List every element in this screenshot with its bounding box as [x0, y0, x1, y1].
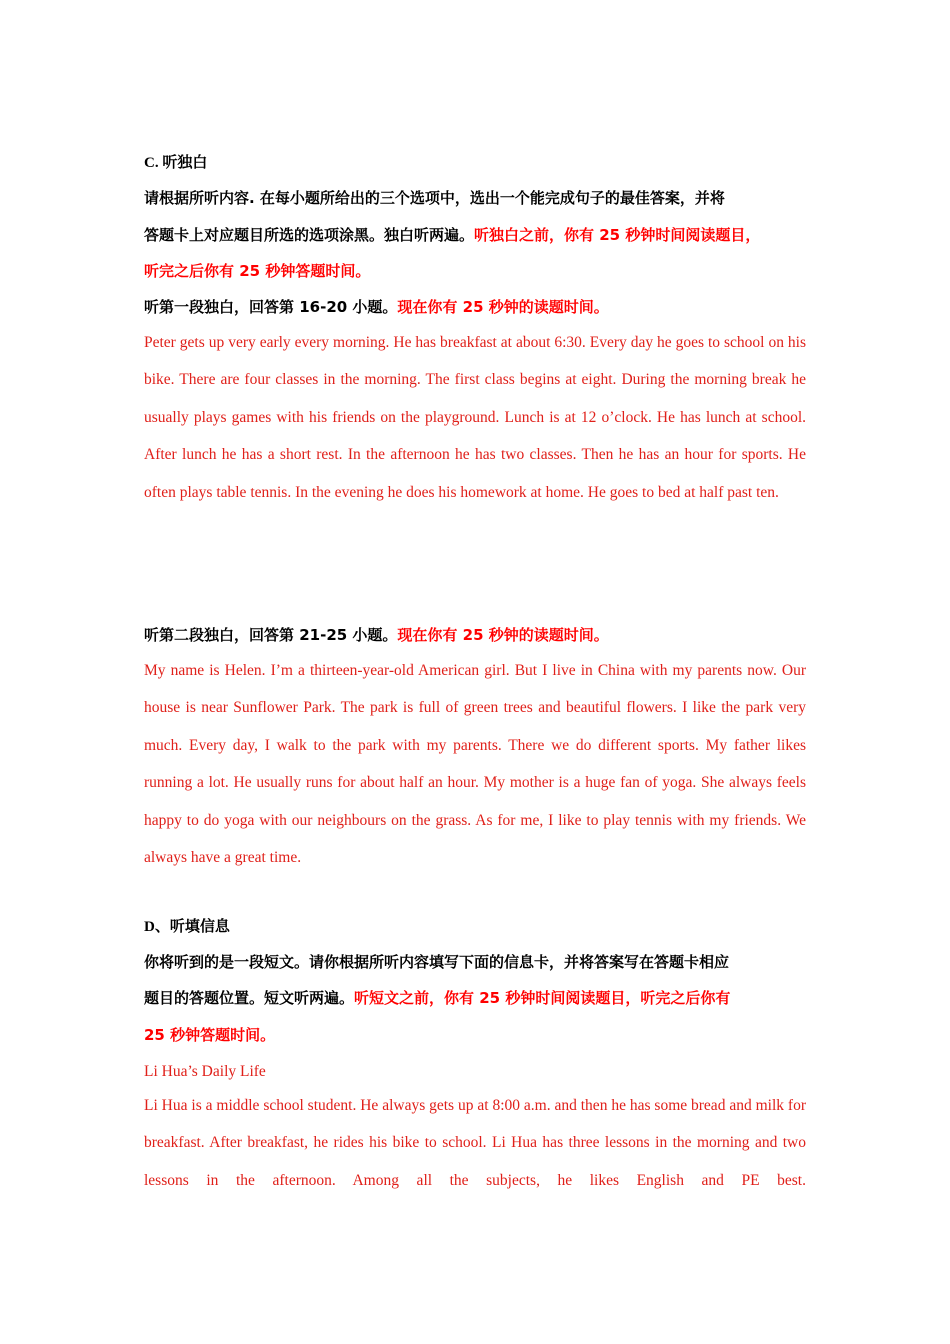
section-d-instruction-black: 题目的答题位置。短文听两遍。 — [144, 989, 355, 1007]
section-d-heading: D、听填信息 — [144, 919, 230, 935]
monologue2-prompt-black: 听第二段独白，回答第 21-25 小题。 — [144, 626, 398, 644]
monologue2-prompt-red: 现在你有 25 秒钟的读题时间。 — [397, 626, 609, 644]
monologue1-prompt-black: 听第一段独白，回答第 16-20 小题。 — [144, 298, 398, 316]
section-d-instruction-red-2: 25 秒钟答题时间。 — [144, 1026, 276, 1044]
monologue1-prompt-red: 现在你有 25 秒钟的读题时间。 — [397, 298, 609, 316]
section-d-instruction-red: 听短文之前，你有 25 秒钟时间阅读题目，听完之后你有 — [354, 989, 731, 1007]
section-c-instruction-line2 — [144, 217, 806, 253]
passage-title: Li Hua’s Daily Life — [144, 1063, 266, 1080]
section-c-instruction-line1: 请根据所听内容. 在每小题所给出的三个选项中，选出一个能完成句子的最佳答案，并将 — [144, 189, 725, 207]
monologue2-text: My name is Helen. I’m a thirteen-year-old American girl. But I live in China with my parents now. Our house is near Sunflower Park. The park is full of green trees and beautiful flowers. I like the park very much. Every day, I walk to the park with my parents. There we do different sports. My father likes running a lot. He usually runs for about half an hour. My mother is a huge fan of yoga. She always feels happy to do yoga with our neighbours on the grass. As for me, I like to play tennis with my friends. We always have a great time. — [144, 662, 806, 867]
monologue1-text: Peter gets up very early every morning. He has breakfast at about 6:30. Every day he goes to school on his bike. There are four classes in the morning. The first class begins at eight. During the morning break he usually plays games with his friends on the playground. Lunch is at 12 o’clock. He has lunch at school. After lunch he has a short rest. In the afternoon he has two classes. Then he has an hour for sports. He often plays table tennis. In the evening he does his homework at home. He goes to bed at half past ten. — [144, 334, 806, 501]
section-c-instruction-line3 — [144, 253, 806, 289]
passage-text: Li Hua is a middle school student. He always gets up at 8:00 a.m. and then he has some bread and milk for breakfast. After breakfast, he rides his bike to school. Li Hua has three lessons in the morning and two lessons in the afternoon. Among all the subjects, he likes English and PE best. — [144, 1097, 806, 1189]
section-c-instruction-black: 答题卡上对应题目所选的选项涂黑。独白听两遍。 — [144, 226, 475, 244]
monologue2-prompt — [144, 617, 806, 653]
monologue1-prompt — [144, 289, 806, 325]
section-c-instruction-red-2: 听完之后你有 25 秒钟答题时间。 — [144, 262, 371, 280]
section-d-instruction-line3 — [144, 1017, 806, 1053]
section-d-instruction-line1: 你将听到的是一段短文。请你根据所听内容填写下面的信息卡，并将答案写在答题卡相应 — [144, 953, 730, 971]
section-c-heading: C. 听独白 — [144, 155, 208, 171]
section-c-instruction-red: 听独白之前，你有 25 秒钟时间阅读题目， — [474, 226, 761, 244]
section-d-instruction-line2 — [144, 980, 806, 1016]
